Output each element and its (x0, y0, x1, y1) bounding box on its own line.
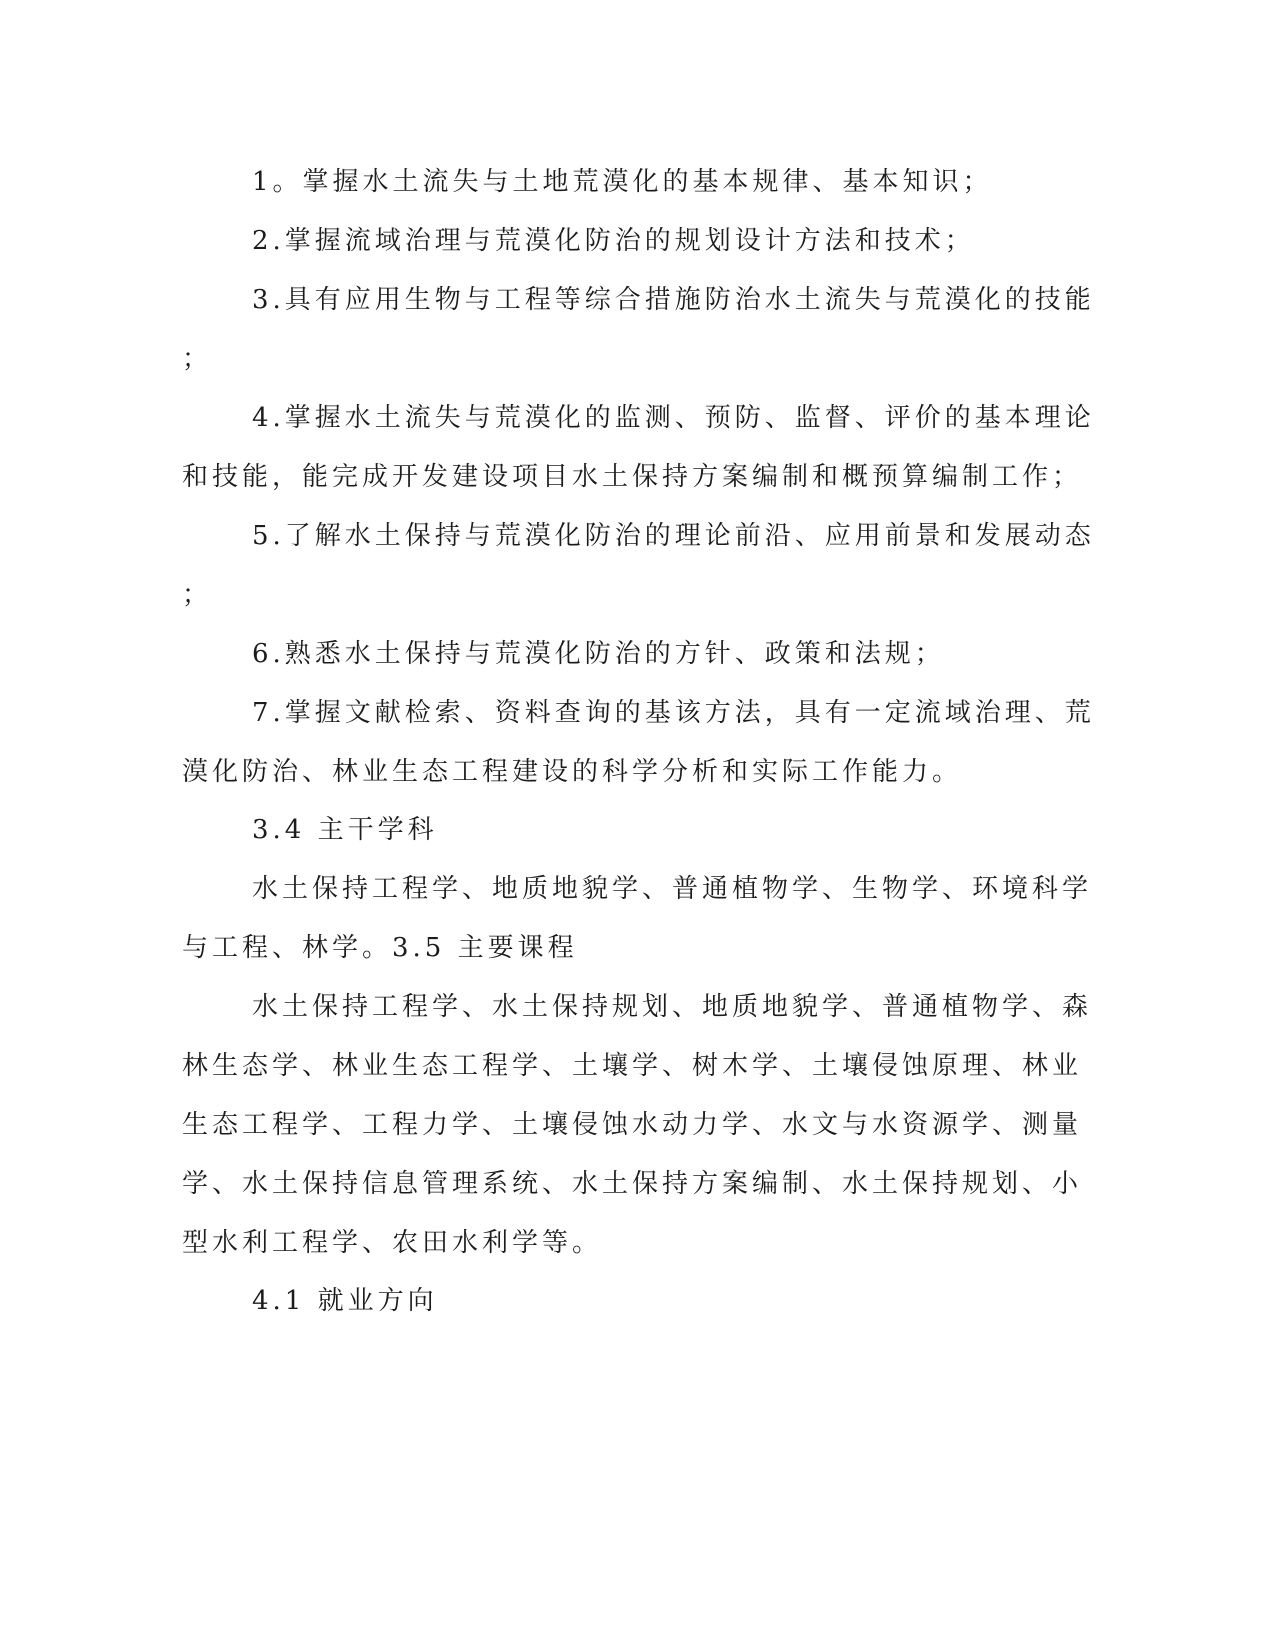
section-heading: 4.1 就业方向 (252, 1286, 438, 1316)
section-heading: 3.4 主干学科 (252, 815, 438, 845)
text-line: 和技能，能完成开发建设项目水土保持方案编制和概预算编制工作； (182, 462, 1083, 492)
text-line: 生态工程学、工程力学、土壤侵蚀水动力学、水文与水资源学、测量 (182, 1110, 1083, 1140)
text-line: 与工程、林学。3.5 主要课程 (182, 933, 578, 963)
text-line: 漠化防治、林业生态工程建设的科学分析和实际工作能力。 (182, 757, 963, 787)
text-line: 学、水土保持信息管理系统、水土保持方案编制、水土保持规划、小 (182, 1169, 1083, 1199)
text-line: 2.掌握流域治理与荒漠化防治的规划设计方法和技术； (252, 226, 975, 256)
text-line: 水土保持工程学、水土保持规划、地质地貌学、普通植物学、森 (252, 992, 1093, 1022)
text-line: ； (182, 580, 213, 610)
text-line: 4.掌握水土流失与荒漠化的监测、预防、监督、评价的基本理论 (252, 403, 1095, 433)
text-line: 7.掌握文献检索、资料查询的基该方法，具有一定流域治理、荒 (252, 698, 1095, 728)
text-line: 3.具有应用生物与工程等综合措施防治水土流失与荒漠化的技能 (252, 285, 1095, 315)
text-line: 水土保持工程学、地质地貌学、普通植物学、生物学、环境科学 (252, 874, 1093, 904)
text-line: 6.熟悉水土保持与荒漠化防治的方针、政策和法规； (252, 639, 945, 669)
text-line: 型水利工程学、农田水利学等。 (182, 1228, 603, 1258)
text-line: 林生态学、林业生态工程学、土壤学、树木学、土壤侵蚀原理、林业 (182, 1051, 1083, 1081)
text-line: 1。掌握水土流失与土地荒漠化的基本规律、基本知识； (252, 167, 993, 197)
text-line: ； (182, 344, 213, 374)
text-line: 5.了解水土保持与荒漠化防治的理论前沿、应用前景和发展动态 (252, 521, 1095, 551)
